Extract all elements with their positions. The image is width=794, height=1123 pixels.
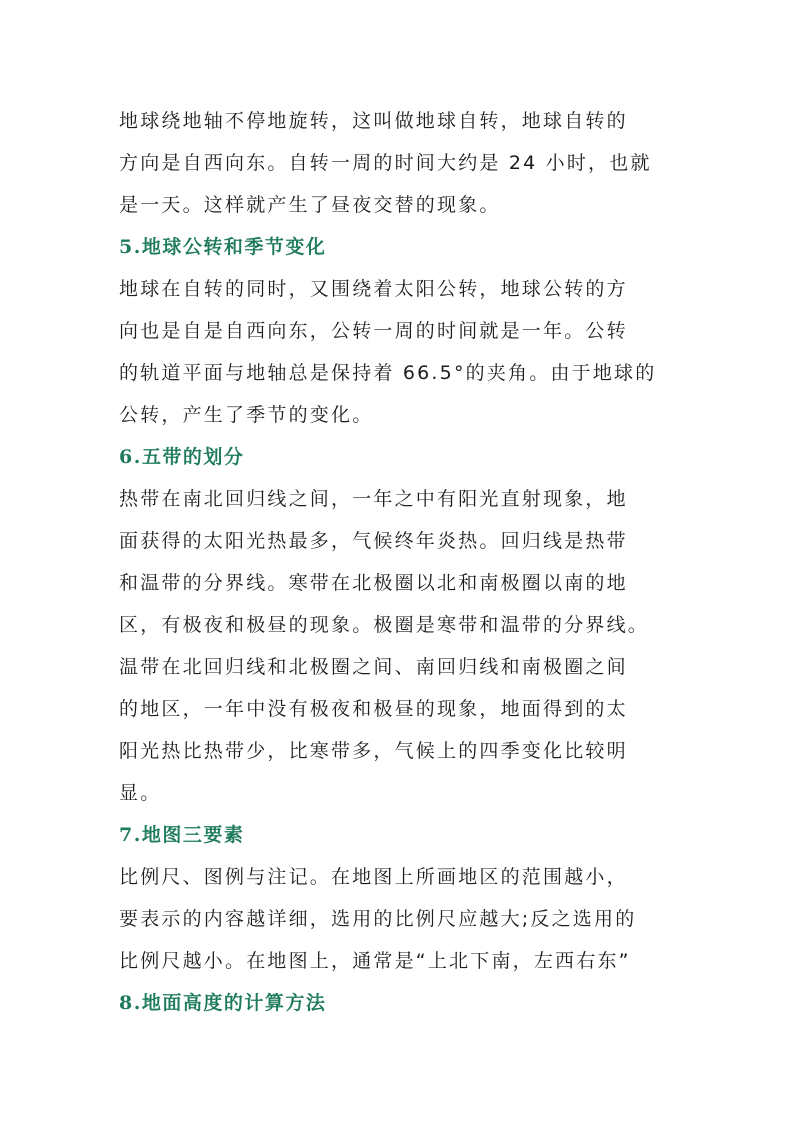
paragraph-line: 是一天。这样就产生了昼夜交替的现象。 — [119, 194, 501, 216]
section-heading-7: 7.地图三要素 — [119, 824, 245, 846]
paragraph-line: 地球绕地轴不停地旋转，这叫做地球自转，地球自转的 — [119, 110, 628, 132]
paragraph-line: 热带在南北回归线之间，一年之中有阳光直射现象，地 — [119, 488, 628, 510]
paragraph-line: 面获得的太阳光热最多，气候终年炎热。回归线是热带 — [119, 530, 628, 552]
paragraph-line: 区，有极夜和极昼的现象。极圈是寒带和温带的分界线。 — [119, 614, 650, 636]
paragraph-line: 显。 — [119, 782, 162, 804]
section-heading-5: 5.地球公转和季节变化 — [119, 236, 327, 258]
paragraph-line: 方向是自西向东。自转一周的时间大约是 24 小时，也就 — [119, 152, 652, 174]
section-heading-6: 6.五带的划分 — [119, 446, 245, 468]
paragraph-line: 比例尺、图例与注记。在地图上所画地区的范围越小， — [119, 866, 628, 888]
paragraph-line: 阳光热比热带少，比寒带多，气候上的四季变化比较明 — [119, 740, 628, 762]
section-heading-8: 8.地面高度的计算方法 — [119, 992, 327, 1014]
paragraph-line: 和温带的分界线。寒带在北极圈以北和南极圈以南的地 — [119, 572, 628, 594]
paragraph-line: 比例尺越小。在地图上，通常是“上北下南，左西右东” — [119, 950, 631, 972]
paragraph-line: 公转，产生了季节的变化。 — [119, 404, 374, 426]
paragraph-line: 的轨道平面与地轴总是保持着 66.5°的夹角。由于地球的 — [119, 362, 657, 384]
paragraph-line: 的地区，一年中没有极夜和极昼的现象，地面得到的太 — [119, 698, 628, 720]
paragraph-line: 温带在北回归线和北极圈之间、南回归线和南极圈之间 — [119, 656, 628, 678]
paragraph-line: 地球在自转的同时，又围绕着太阳公转，地球公转的方 — [119, 278, 628, 300]
paragraph-line: 要表示的内容越详细，选用的比例尺应越大;反之选用的 — [119, 908, 637, 930]
paragraph-line: 向也是自是自西向东，公转一周的时间就是一年。公转 — [119, 320, 628, 342]
document-body — [119, 100, 679, 1024]
